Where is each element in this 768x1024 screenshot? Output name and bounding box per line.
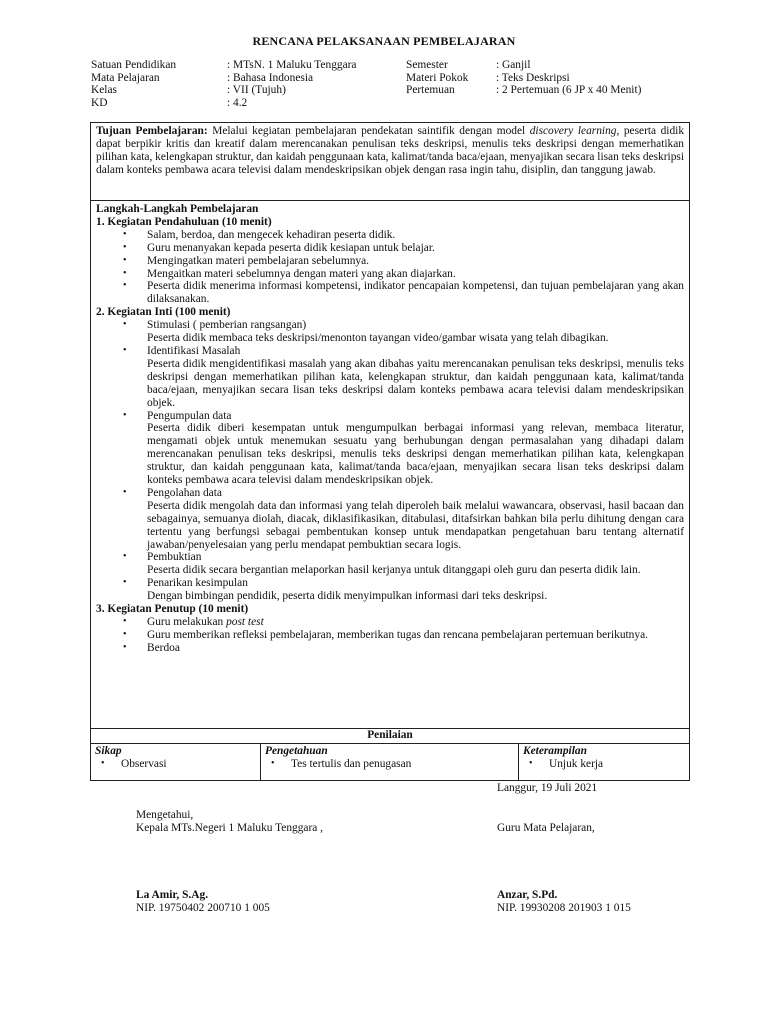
penutup-list — [96, 616, 684, 655]
guru-nip: NIP. 19930208 201903 1 015 — [497, 902, 631, 914]
kepala-nip: NIP. 19750402 200710 1 005 — [136, 902, 270, 914]
identity-row — [91, 97, 691, 110]
label-mapel: Mata Pelajaran — [91, 71, 160, 84]
value-semester: : Ganjil — [496, 59, 531, 71]
list-item: • Salam, berdoa, dan mengecek kehadiran peserta didik. — [96, 229, 684, 242]
col-item: • Unjuk kerja — [523, 758, 685, 771]
inti-step-text: Peserta didik diberi kesempatan untuk mengumpulkan berbagai informasi yang relevan, membaca literatur, mengamati objek untuk menemukan sesuatu yang berhubungan dengan permasalahan yang dihadapi dalam merencanakan penulisan teks deskripsi, menulis teks deskripsi dengan memerhatikan pilihan kata, kelengkapan struktur, dan kaidah penggunaan kata, kalimat/tanda baca/ejaan, menyajikan secara lisan teks deskripsi dalam konteks pembawa acara televisi dalam mendeskripsikan objek. — [147, 422, 684, 487]
label-materi: Materi Pokok — [406, 71, 469, 84]
label-kd: KD — [91, 96, 108, 109]
guru-name: Anzar, S.Pd. — [497, 889, 558, 901]
langkah-box — [90, 200, 690, 729]
penutup-item-text: Guru melakukan — [147, 616, 227, 628]
inti-step-text: Peserta didik mengolah data dan informasi yang telah diperoleh baik melalui wawancara, observasi, hasil bacaan dan sebagainya, semuanya diolah, diacak, diklasifikasikan, ditabulasi, ditafsirkan bahkan bila perlu dihitung dengan cara tertentu yang berfungsi sebagai pembentukan konsep untuk mendapatkan pengetahuan baru tentang alternatif jawaban/penyelesaian yang perlu mendapat pembuktian secara logis. — [147, 499, 684, 551]
list-item — [96, 616, 684, 629]
inti-step-label: • Pengumpulan data — [96, 410, 684, 423]
label-kelas: Kelas — [91, 84, 117, 97]
value-kd: : 4.2 — [227, 96, 248, 109]
value-kelas: : VII (Tujuh) — [227, 84, 286, 97]
penilaian-col-pengetahuan — [261, 744, 519, 780]
inti-list — [96, 319, 684, 603]
inti-step-text: Dengan bimbingan pendidik, peserta didik menyimpulkan informasi dari teks deskripsi. — [147, 590, 548, 603]
tujuan-label: Tujuan Pembelajaran: — [96, 125, 208, 137]
list-item: • Guru memberikan refleksi pembelajaran, memberikan tugas dan rencana pembelajaran pertemuan berikutnya. — [96, 629, 684, 642]
col-item: • Tes tertulis dan penugasan — [265, 758, 514, 771]
list-item: • Peserta didik menerima informasi kompetensi, indikator pencapaian kompetensi, dan tujuan pembelajaran yang akan dilaksanakan. — [96, 280, 684, 306]
col-head: Sikap — [95, 745, 122, 757]
kepala-name: La Amir, S.Ag. — [136, 889, 209, 901]
tujuan-text-1: Melalui kegiatan pembelajaran pendekatan saintifik dengan model — [207, 125, 530, 137]
penilaian-col-sikap — [91, 744, 261, 780]
tujuan-text-2: , peserta didik dapat berpikir kritis dan kreatif dalam merencanakan penulisan teks deskripsi, menulis teks deskripsi dengan memerhatikan pilihan kata, kelengkapan struktur, dan kaidah penggunaan kata, kalimat/tanda baca/ejaan, menyajikan secara lisan teks deskripsi dalam konteks pembawa acara televisi dalam mendeskripsikan objek dengan rasa ingin tahu, disiplin, dan tanggung jawab. — [96, 125, 685, 176]
pendahuluan-heading: 1. Kegiatan Pendahuluan (10 menit) — [96, 215, 272, 228]
col-item: • Observasi — [95, 758, 256, 771]
identity-row — [91, 72, 691, 85]
value-mapel: : Bahasa Indonesia — [227, 71, 314, 84]
tujuan-paragraph — [96, 125, 684, 177]
guru-title: Guru Mata Pelajaran, — [497, 822, 595, 834]
penilaian-table — [90, 728, 690, 781]
inti-step-text: Peserta didik secara bergantian melaporkan hasil kerjanya untuk ditanggapi oleh guru dan peserta didik lain. — [147, 564, 641, 577]
mengetahui-text: Mengetahui, — [136, 809, 194, 821]
list-item: • Mengingatkan materi pembelajaran sebelumnya. — [96, 255, 684, 268]
inti-step-label: • Stimulasi ( pemberian rangsangan) — [96, 319, 684, 332]
list-item: • Guru menanyakan kepada peserta didik kesiapan untuk belajar. — [96, 242, 684, 255]
penilaian-heading: Penilaian — [91, 728, 689, 744]
list-item: • Mengaitkan materi sebelumnya dengan materi yang akan diajarkan. — [96, 268, 684, 281]
col-head: Pengetahuan — [265, 745, 328, 757]
inti-step-label: • Pengolahan data — [96, 487, 684, 500]
value-satuan: : MTsN. 1 Maluku Tenggara — [227, 59, 357, 71]
value-materi: : Teks Deskripsi — [496, 71, 570, 84]
pendahuluan-list — [96, 229, 684, 306]
inti-step-label: • Pembuktian — [96, 551, 684, 564]
post-test-term: post test — [226, 616, 264, 628]
label-satuan: Satuan Pendidikan — [91, 59, 177, 71]
tujuan-model: discovery learning — [529, 125, 617, 137]
page-title: RENCANA PELAKSANAAN PEMBELAJARAN — [252, 34, 516, 48]
tujuan-box — [90, 122, 690, 201]
penilaian-columns — [91, 744, 689, 780]
inti-step-label: • Penarikan kesimpulan — [96, 577, 684, 590]
label-semester: Semester — [406, 59, 448, 71]
inti-step-text: Peserta didik mengidentifikasi masalah yang akan dibahas yaitu merencanakan penulisan teks deskripsi, menulis teks deskripsi dengan memerhatikan pilihan kata, kelengkapan struktur, dan kaidah penggunaan kata, kalimat/tanda baca/ejaan, menyajikan secara lisan teks deskripsi dalam konteks pembawa acara televisi dalam mendeskripsikan objek. — [147, 357, 684, 409]
penutup-heading: 3. Kegiatan Penutup (10 menit) — [96, 603, 249, 616]
kepala-title: Kepala MTs.Negeri 1 Maluku Tenggara , — [136, 822, 324, 834]
inti-heading: 2. Kegiatan Inti (100 menit) — [96, 306, 231, 319]
identity-row — [91, 59, 691, 72]
list-item: • Berdoa — [96, 642, 684, 655]
col-head: Keterampilan — [523, 745, 587, 757]
inti-step-label: • Identifikasi Masalah — [96, 345, 684, 358]
inti-step-text: Peserta didik membaca teks deskripsi/menonton tayangan video/gambar wisata yang telah dibagikan. — [147, 332, 609, 345]
value-pertemuan: : 2 Pertemuan (6 JP x 40 Menit) — [496, 84, 642, 97]
label-pertemuan: Pertemuan — [406, 84, 455, 97]
identity-table — [91, 59, 691, 109]
place-date: Langgur, 19 Juli 2021 — [497, 782, 598, 794]
identity-row — [91, 84, 691, 97]
langkah-heading: Langkah-Langkah Pembelajaran — [96, 203, 259, 215]
penilaian-col-keterampilan — [519, 744, 689, 780]
